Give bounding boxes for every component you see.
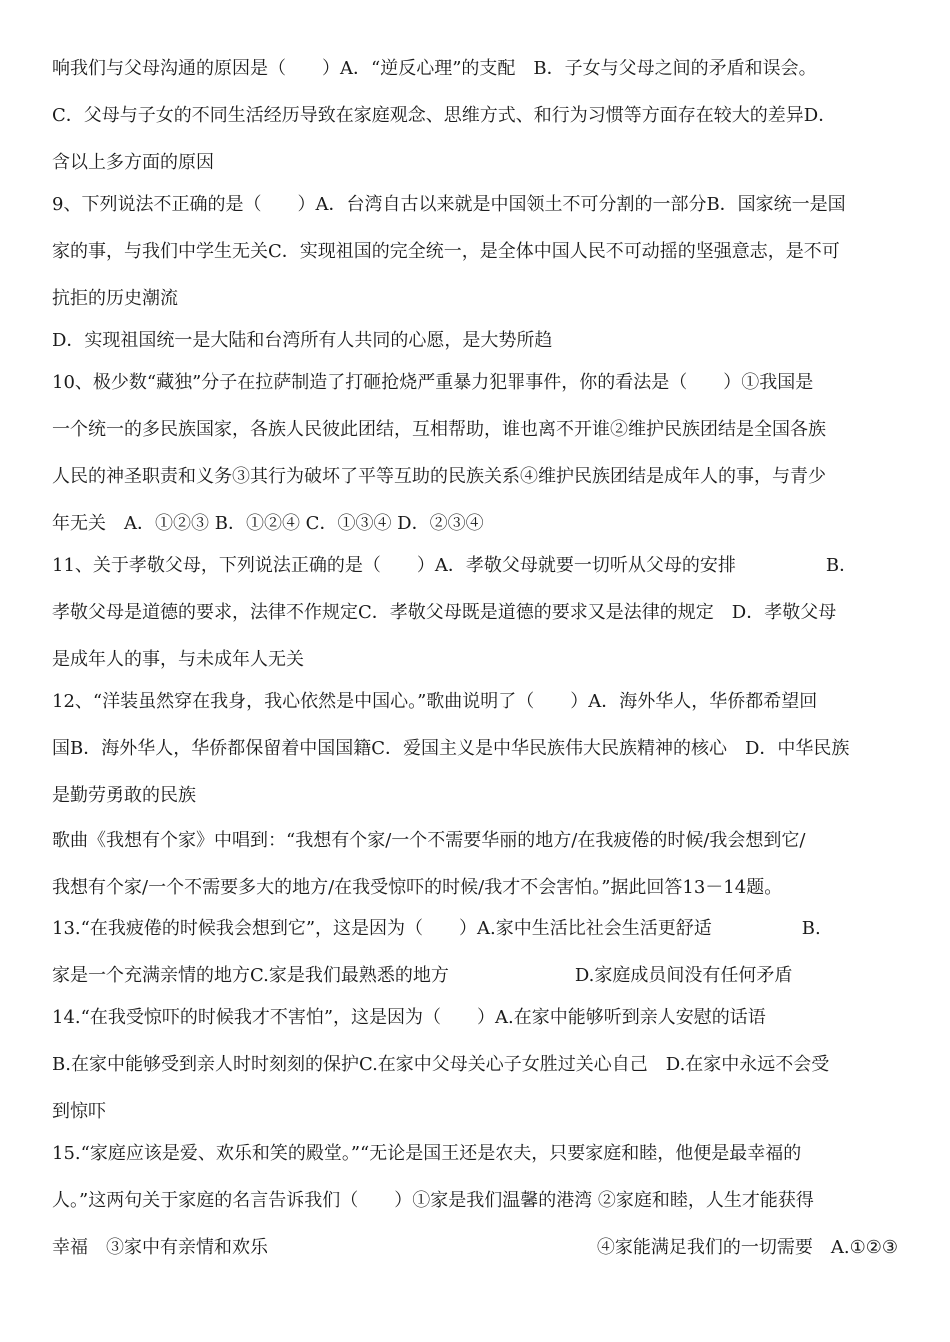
text-line: 9、下列说法不正确的是（ ）A．台湾自古以来就是中国领土不可分割的一部分B．国家统一是国 — [52, 194, 846, 215]
text-line: 13.“在我疲倦的时候我会想到它”，这是因为（ ）A.家中生活比社会生活更舒适 B. — [52, 918, 821, 939]
text-line: 14.“在我受惊吓的时候我才不害怕”，这是因为（ ）A.在家中能够听到亲人安慰的话语 — [52, 1007, 766, 1028]
text-line: 10、极少数“藏独”分子在拉萨制造了打砸抢烧严重暴力犯罪事件，你的看法是（ ）①我国是 — [52, 372, 814, 393]
text-line: 12、“洋装虽然穿在我身，我心依然是中国心。”歌曲说明了（ ）A．海外华人，华侨都希望回 — [52, 691, 818, 712]
text-line: 是成年人的事，与未成年人无关 — [52, 649, 304, 670]
text-line: 歌曲《我想有个家》中唱到：“我想有个家/一个不需要华丽的地方/在我疲倦的时候/我会想到它/ — [52, 830, 806, 851]
text-line-last — [52, 1233, 898, 1263]
text-line: 年无关 A．①②③ B．①②④ C．①③④ D．②③④ — [52, 513, 484, 534]
text-line: 抗拒的历史潮流 — [52, 288, 178, 309]
text-line: 含以上多方面的原因 — [52, 152, 214, 173]
text-line: 人。”这两句关于家庭的名言告诉我们（ ）①家是我们温馨的港湾 ②家庭和睦，人生才能获得 — [52, 1190, 814, 1211]
last-line-right: ④家能满足我们的一切需要 A.①②③ — [596, 1237, 898, 1258]
text-line: 人民的神圣职责和义务③其行为破坏了平等互助的民族关系④维护民族团结是成年人的事，与青少 — [52, 466, 826, 487]
text-line: 是勤劳勇敢的民族 — [52, 785, 196, 806]
text-line: 国B．海外华人，华侨都保留着中国国籍C．爱国主义是中华民族伟大民族精神的核心 D．中华民族 — [52, 738, 850, 759]
text-line: 一个统一的多民族国家，各族人民彼此团结，互相帮助，谁也离不开谁②维护民族团结是全国各族 — [52, 419, 826, 440]
text-line: 家的事，与我们中学生无关C．实现祖国的完全统一，是全体中国人民不可动摇的坚强意志，是不可 — [52, 241, 840, 262]
text-line: C．父母与子女的不同生活经历导致在家庭观念、思维方式、和行为习惯等方面存在较大的差异D． — [52, 105, 837, 126]
text-line: 孝敬父母是道德的要求，法律不作规定C．孝敬父母既是道德的要求又是法律的规定 D．孝敬父母 — [52, 602, 837, 623]
text-line: B.在家中能够受到亲人时时刻刻的保护C.在家中父母关心子女胜过关心自己 D.在家中永远不会受 — [52, 1054, 830, 1075]
text-line: 家是一个充满亲情的地方C.家是我们最熟悉的地方 D.家庭成员间没有任何矛盾 — [52, 965, 793, 986]
text-line: 我想有个家/一个不需要多大的地方/在我受惊吓的时候/我才不会害怕。”据此回答13－14题。 — [52, 877, 783, 898]
text-line: 到惊吓 — [52, 1101, 106, 1122]
text-line: 响我们与父母沟通的原因是（ ）A．“逆反心理”的支配 B．子女与父母之间的矛盾和误会。 — [52, 58, 817, 79]
text-line: 15.“家庭应该是爱、欢乐和笑的殿堂。”“无论是国王还是农夫，只要家庭和睦，他便是最幸福的 — [52, 1143, 802, 1164]
last-line-left: 幸福 ③家中有亲情和欢乐 — [52, 1237, 268, 1258]
text-line: D．实现祖国统一是大陆和台湾所有人共同的心愿，是大势所趋 — [52, 330, 553, 351]
text-line: 11、关于孝敬父母，下列说法正确的是（ ）A．孝敬父母就要一切听从父母的安排 B． — [52, 555, 858, 576]
